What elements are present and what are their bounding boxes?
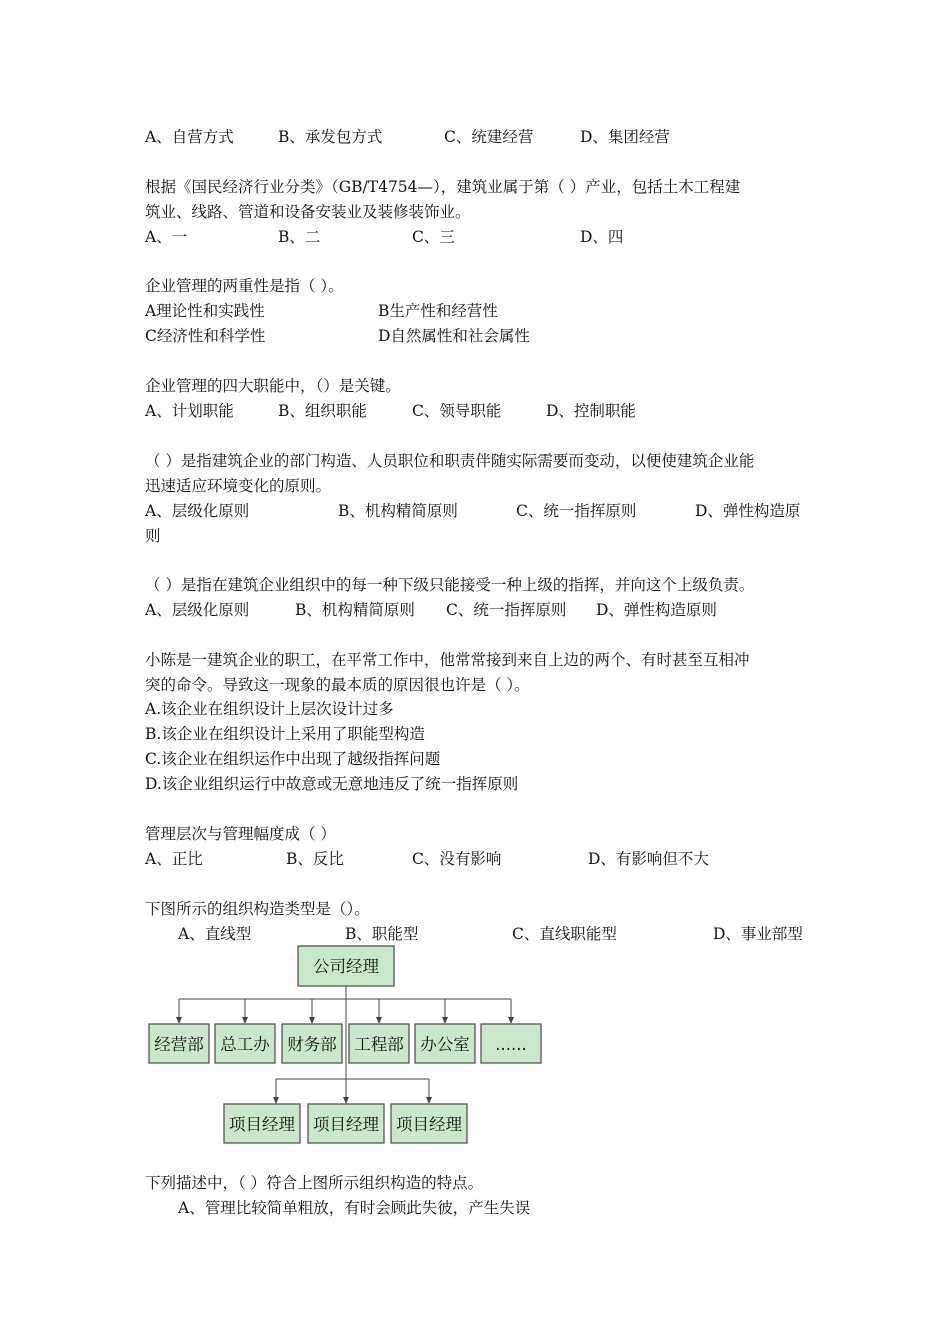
project-manager-box-1 — [224, 1104, 300, 1143]
option-c: C、统一指挥原则 — [516, 502, 637, 520]
option-d: D、弹性构造原则 — [596, 601, 717, 619]
question-text: 企业管理的两重性是指（ ）。 — [145, 277, 344, 295]
question-text: 迅速适应环境变化的原则。 — [145, 477, 332, 495]
option-b: B、机构精简原则 — [338, 502, 458, 520]
option-c: C、统一指挥原则 — [446, 601, 567, 619]
dept-box-5 — [415, 1024, 475, 1063]
question-text: 下列描述中，（ ）符合上图所示组织构造的特点。 — [145, 1174, 484, 1192]
option-d: D、集团经营 — [580, 128, 670, 146]
option-a: A、管理比较简单粗放，有时会顾此失彼，产生失误 — [178, 1199, 531, 1217]
question-text: 下图所示的组织构造类型是（）。 — [145, 900, 370, 918]
dept-label: 总工办 — [220, 1035, 270, 1054]
question-text: 管理层次与管理幅度成（ ） — [145, 825, 336, 843]
dept-label: 经营部 — [154, 1035, 204, 1054]
option-d: D、弹性构造原 — [695, 502, 801, 520]
option-b: B生产性和经营性 — [378, 302, 498, 320]
option-c: C、领导职能 — [412, 402, 502, 420]
option-b: B、反比 — [286, 850, 344, 868]
question-text: 突的命令。导致这一现象的最本质的原因很也许是（ ）。 — [145, 676, 530, 694]
option-b: B、机构精简原则 — [295, 601, 415, 619]
manager-connectors — [273, 1079, 432, 1104]
project-manager-label: 项目经理 — [229, 1115, 295, 1134]
option-a: A、层级化原则 — [145, 601, 250, 619]
option-c: C、统建经营 — [444, 128, 534, 146]
question-text: （ ）是指在建筑企业组织中的每一种下级只能接受一种上级的指挥，并向这个上级负责。 — [145, 576, 755, 594]
option-c: C、没有影响 — [412, 850, 502, 868]
company-manager-label: 公司经理 — [313, 957, 379, 976]
dept-label: 办公室 — [420, 1035, 470, 1054]
dept-label: 财务部 — [287, 1035, 337, 1054]
option-d: D、控制职能 — [546, 402, 636, 420]
dept-label: 工程部 — [354, 1035, 404, 1054]
option-b: B、二 — [278, 228, 321, 246]
option-a: A、正比 — [145, 850, 203, 868]
option-c: C经济性和科学性 — [145, 327, 266, 345]
question-text: （ ）是指建筑企业的部门构造、人员职位和职责伴随实际需要而变动，以便使建筑企业能 — [145, 452, 755, 470]
option-c: C.该企业在组织运作中出现了越级指挥问题 — [145, 750, 441, 768]
dept-box-3 — [282, 1024, 342, 1063]
option-b: B、职能型 — [345, 925, 419, 943]
question-text: 筑业、线路、管道和设备安装业及装修装饰业。 — [145, 203, 471, 221]
question-text: 小陈是一建筑企业的职工，在平常工作中，他常常接到来自上边的两个、有时甚至互相冲 — [145, 651, 750, 669]
option-a: A、计划职能 — [145, 402, 234, 420]
question-text: 企业管理的四大职能中，（）是关键。 — [145, 377, 401, 395]
question-text: 根据《国民经济行业分类》（GB/T4754—），建筑业属于第（ ）产业，包括土木工程建 — [145, 178, 741, 196]
project-manager-box-3 — [391, 1104, 467, 1143]
option-d: D、事业部型 — [713, 925, 803, 943]
option-d: D自然属性和社会属性 — [378, 327, 530, 345]
option-b: B、组织职能 — [278, 402, 367, 420]
option-b: B.该企业在组织设计上采用了职能型构造 — [145, 725, 425, 743]
dept-box-4 — [349, 1024, 409, 1063]
option-a: A.该企业在组织设计上层次设计过多 — [145, 700, 394, 718]
dept-connectors — [176, 999, 514, 1024]
option-c: C、直线职能型 — [512, 925, 617, 943]
option-a: A理论性和实践性 — [145, 302, 265, 320]
option-a: A、直线型 — [178, 925, 252, 943]
dept-box-6 — [481, 1024, 541, 1063]
dept-box-1 — [149, 1024, 209, 1063]
project-manager-box-2 — [308, 1104, 384, 1143]
project-manager-label: 项目经理 — [396, 1115, 462, 1134]
option-a: A、自营方式 — [145, 128, 234, 146]
project-manager-label: 项目经理 — [313, 1115, 379, 1134]
company-manager-box — [298, 946, 394, 986]
option-d-wrap: 则 — [145, 527, 161, 545]
option-d: D、四 — [580, 228, 624, 246]
option-b: B、承发包方式 — [278, 128, 383, 146]
option-a: A、层级化原则 — [145, 502, 250, 520]
dept-box-2 — [215, 1024, 275, 1063]
option-a: A、一 — [145, 228, 188, 246]
option-d: D.该企业组织运行中故意或无意地违反了统一指挥原则 — [145, 775, 519, 793]
option-c: C、三 — [412, 228, 455, 246]
dept-label: ...... — [495, 1035, 527, 1054]
option-d: D、有影响但不大 — [588, 850, 709, 868]
